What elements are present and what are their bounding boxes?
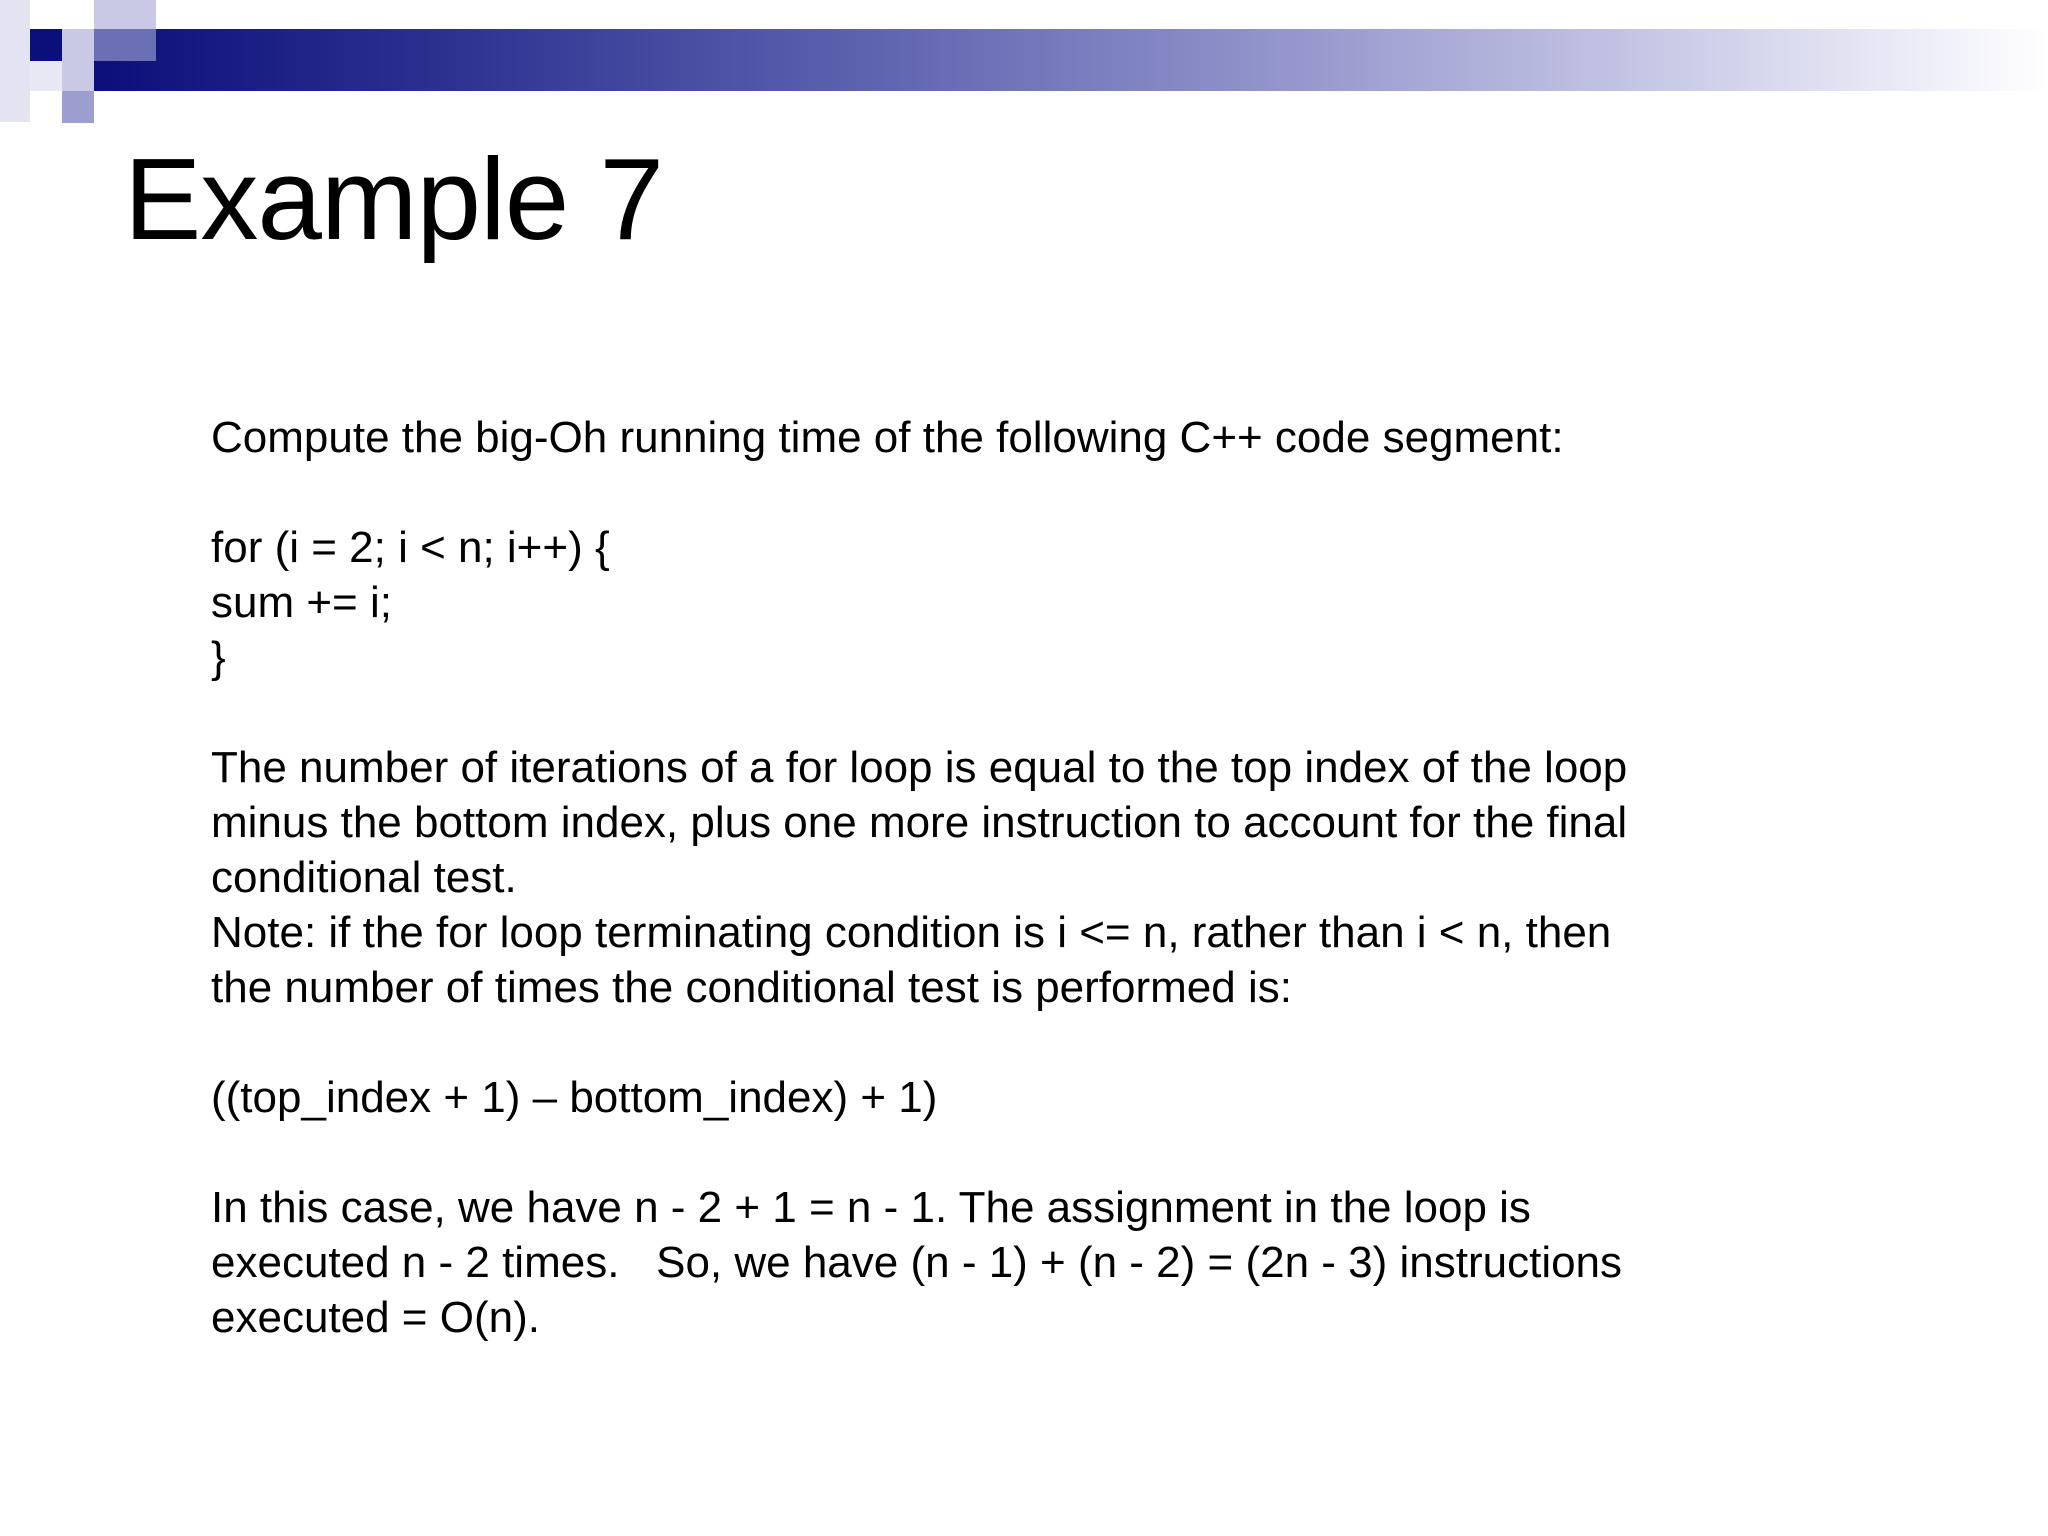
header-decoration-square	[62, 91, 94, 123]
conclusion-line: executed n - 2 times. So, we have (n - 1) + (n - 2) = (2n - 3) instructions	[211, 1238, 1623, 1287]
slide-body	[211, 410, 1771, 1345]
code-line: sum += i;	[211, 578, 392, 627]
explanation-paragraph	[211, 740, 1771, 905]
formula-text: ((top_index + 1) – bottom_index) + 1)	[211, 1073, 938, 1122]
conclusion-line: In this case, we have n - 2 + 1 = n - 1. The assignment in the loop is	[211, 1183, 1531, 1232]
conclusion-line: executed = O(n).	[211, 1293, 540, 1342]
header-decoration-square	[30, 29, 62, 61]
explanation-line: The number of iterations of a for loop is equal to the top index of the loop	[211, 743, 1628, 792]
code-block	[211, 520, 1771, 685]
header-decoration-square	[62, 29, 94, 61]
note-line: Note: if the for loop terminating condition is i <= n, rather than i < n, then	[211, 908, 1612, 957]
blank-line	[211, 465, 1771, 520]
explanation-line: minus the bottom index, plus one more instruction to account for the final	[211, 798, 1628, 847]
note-line: the number of times the conditional test is performed is:	[211, 963, 1292, 1012]
header-decoration-square	[94, 29, 156, 61]
header-decoration-square	[30, 61, 62, 91]
blank-line	[211, 1125, 1771, 1180]
code-line: for (i = 2; i < n; i++) {	[211, 523, 610, 572]
conclusion-paragraph	[211, 1180, 1771, 1345]
header-decoration-square	[62, 61, 94, 91]
header-gradient-bar	[94, 29, 2048, 91]
prompt-text: Compute the big-Oh running time of the following C++ code segment:	[211, 413, 1564, 462]
slide-title: Example 7	[124, 134, 664, 264]
blank-line	[211, 685, 1771, 740]
note-paragraph	[211, 905, 1771, 1015]
explanation-line: conditional test.	[211, 853, 517, 902]
header-decoration-square	[94, 0, 156, 29]
header-decoration-square	[0, 0, 30, 122]
code-line: }	[211, 633, 226, 682]
blank-line	[211, 1015, 1771, 1070]
